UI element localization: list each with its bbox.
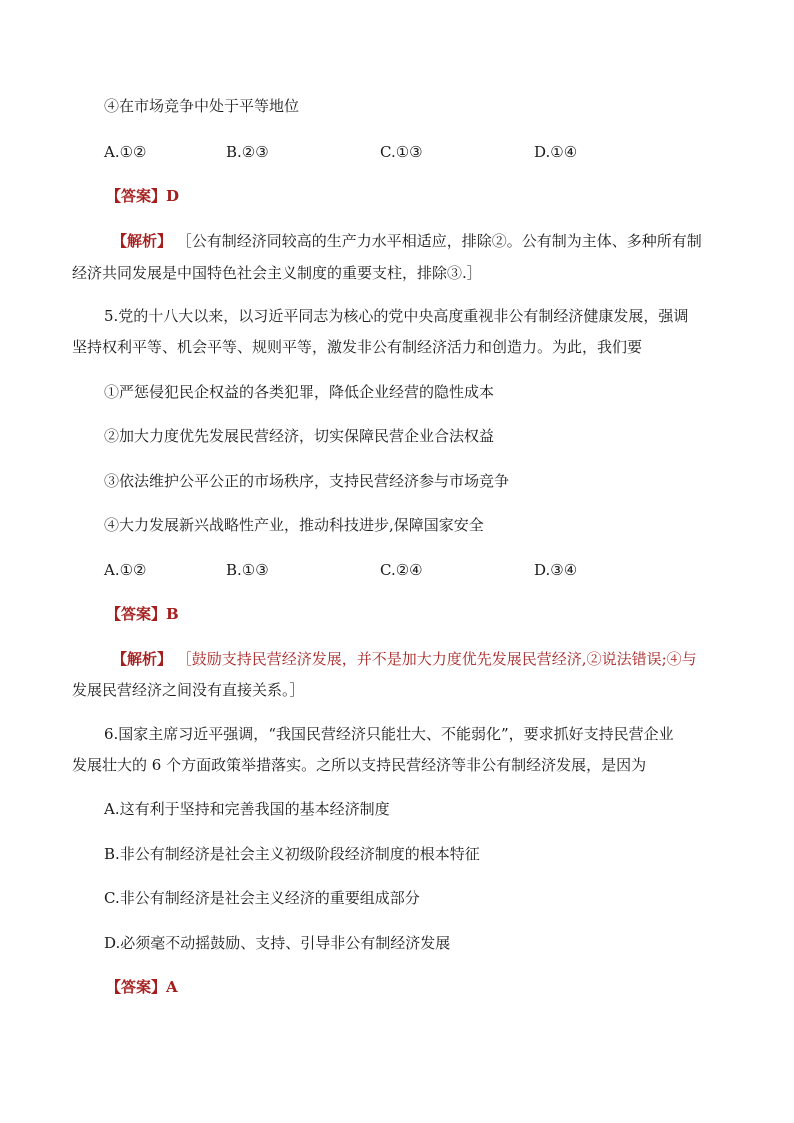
q6-option-d: D.必须毫不动摇鼓励、支持、引导非公有制经济发展 xyxy=(104,934,451,952)
q4-analysis xyxy=(112,231,702,251)
analysis-tag: 【解析】 xyxy=(112,232,173,250)
q5-analysis-cont: 发展民营经济之间没有直接关系。］ xyxy=(72,681,305,699)
q5-option-b: B.①③ xyxy=(226,561,269,579)
analysis-tag: 【解析】 xyxy=(112,650,173,668)
q5-option-d: D.③④ xyxy=(534,561,578,579)
q6-option-c: C.非公有制经济是社会主义经济的重要组成部分 xyxy=(104,889,420,907)
q6-stem-line1: 6.国家主席习近平强调，“我国民营经济只能壮大、不能弱化”，要求抓好支持民营企业 xyxy=(104,725,674,743)
q4-option-a: A.①② xyxy=(104,143,147,161)
answer-tag: 【答案】 xyxy=(106,605,167,623)
q5-option-c: C.②④ xyxy=(380,561,423,579)
answer-tag: 【答案】 xyxy=(106,978,167,996)
q5-item-3: ③依法维护公平公正的市场秩序，支持民营经济参与市场竞争 xyxy=(104,472,510,490)
answer-value: B xyxy=(166,605,179,623)
analysis-text: ［鼓励支持民营经济发展，并不是加大力度优先发展民营经济,②说法错误;④与 xyxy=(176,650,697,668)
q5-option-a: A.①② xyxy=(104,561,147,579)
q4-analysis-cont: 经济共同发展是中国特色社会主义制度的重要支柱，排除③.］ xyxy=(72,264,482,282)
q5-item-1: ①严惩侵犯民企权益的各类犯罪，降低企业经营的隐性成本 xyxy=(104,383,495,401)
q5-item-2: ②加大力度优先发展民营经济，切实保障民营企业合法权益 xyxy=(104,427,495,445)
q5-item-4: ④大力发展新兴战略性产业，推动科技进步,保障国家安全 xyxy=(104,516,484,534)
answer-value: A xyxy=(166,978,178,996)
q5-stem-line1: 5.党的十八大以来，以习近平同志为核心的党中央高度重视非公有制经济健康发展，强调 xyxy=(104,307,689,325)
q6-stem-line2: 发展壮大的 6 个方面政策举措落实。之所以支持民营经济等非公有制经济发展，是因为 xyxy=(72,756,647,774)
q6-option-b: B.非公有制经济是社会主义初级阶段经济制度的根本特征 xyxy=(104,845,480,863)
q4-option-d: D.①④ xyxy=(534,143,578,161)
q5-analysis xyxy=(112,649,697,669)
q5-stem-line2: 坚持权利平等、机会平等、规则平等，激发非公有制经济活力和创造力。为此，我们要 xyxy=(72,338,643,356)
q4-answer xyxy=(106,186,179,206)
q6-answer xyxy=(106,977,178,997)
analysis-text: ［公有制经济同较高的生产力水平相适应，排除②。公有制为主体、多种所有制 xyxy=(176,232,702,250)
answer-value: D xyxy=(166,187,180,205)
q5-answer xyxy=(106,604,179,624)
q4-item-4: ④在市场竞争中处于平等地位 xyxy=(104,97,300,115)
q6-option-a: A.这有利于坚持和完善我国的基本经济制度 xyxy=(104,800,390,818)
answer-tag: 【答案】 xyxy=(106,187,167,205)
q4-option-b: B.②③ xyxy=(226,143,269,161)
q4-option-c: C.①③ xyxy=(380,143,423,161)
